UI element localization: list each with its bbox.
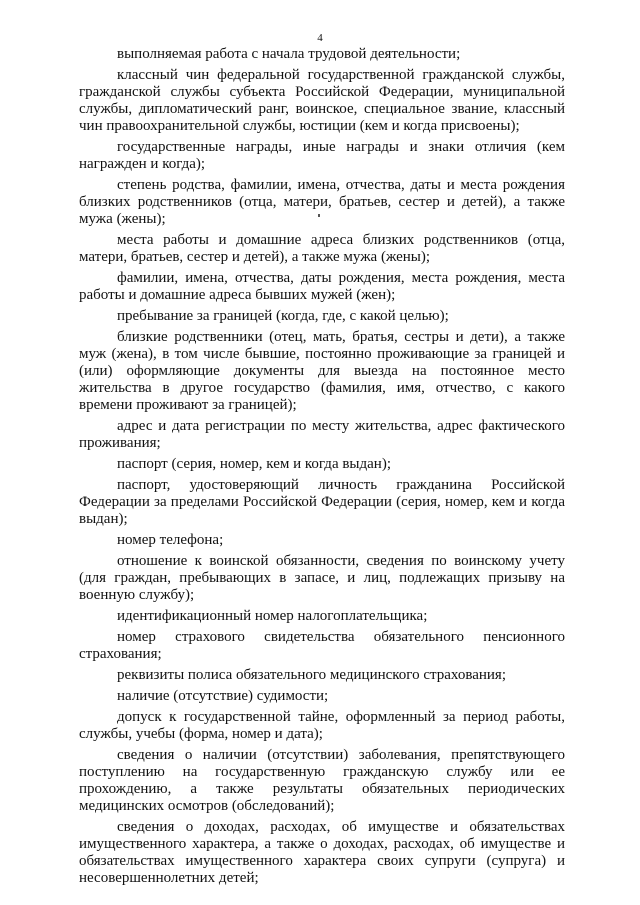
list-item: допуск к государственной тайне, оформленный за период работы, службы, учебы (форма, номер и дата); — [79, 709, 565, 742]
list-item: классный чин федеральной государственной гражданской службы, гражданской службы субъекта Российской Федерации, муниципальной службы, дипломатический ранг, воинское, специальное звание, классный чин правоохранительной службы, юстиции (кем и когда присвоены); — [79, 67, 565, 134]
list-item: идентификационный номер налогоплательщика; — [117, 608, 428, 624]
page-number: 4 — [317, 32, 323, 44]
list-item: адрес и дата регистрации по месту жительства, адрес фактического проживания; — [79, 418, 565, 451]
list-item: степень родства, фамилии, имена, отчества, даты и места рождения близких родственников (отца, матери, братьев, сестер и детей), а также мужа (жены); — [79, 177, 565, 227]
list-item: места работы и домашние адреса близких родственников (отца, матери, братьев, сестер и детей), а также мужа (жены); — [79, 232, 565, 265]
document-body — [79, 46, 565, 891]
list-item: паспорт (серия, номер, кем и когда выдан); — [117, 456, 391, 472]
list-item: близкие родственники (отец, мать, братья, сестры и дети), а также муж (жена), в том числе бывшие, постоянно проживающие за границей и (или) оформляющие документы для выезда на постоянное место жительства в другое государство (фамилия, имя, отчество, с какого времени проживают за границей); — [79, 329, 565, 413]
scan-speck — [318, 214, 320, 217]
list-item: реквизиты полиса обязательного медицинского страхования; — [117, 667, 506, 683]
list-item: сведения о наличии (отсутствии) заболевания, препятствующего поступлению на государственную гражданскую службу или ее прохождению, а также результаты обязательных периодических медицинских осмотров (обследований); — [79, 747, 565, 814]
list-item: сведения о доходах, расходах, об имуществе и обязательствах имущественного характера, а также о доходах, расходах, об имуществе и обязательствах имущественного характера своих супруги (супруга) и несовершеннолетних детей; — [79, 819, 565, 886]
list-item: фамилии, имена, отчества, даты рождения, места рождения, места работы и домашние адреса бывших мужей (жен); — [79, 270, 565, 303]
list-item: наличие (отсутствие) судимости; — [117, 688, 329, 704]
list-item: пребывание за границей (когда, где, с какой целью); — [117, 308, 449, 324]
list-item: отношение к воинской обязанности, сведения по воинскому учету (для граждан, пребывающих в запасе, и лиц, подлежащих призыву на военную службу); — [79, 553, 565, 603]
list-item: паспорт, удостоверяющий личность гражданина Российской Федерации за пределами Российской Федерации (серия, номер, кем и когда выдан); — [79, 477, 565, 527]
list-item: выполняемая работа с начала трудовой деятельности; — [117, 46, 461, 62]
list-item: номер телефона; — [117, 532, 224, 548]
list-item: номер страхового свидетельства обязательного пенсионного страхования; — [79, 629, 565, 662]
list-item: государственные награды, иные награды и знаки отличия (кем награжден и когда); — [79, 139, 565, 172]
